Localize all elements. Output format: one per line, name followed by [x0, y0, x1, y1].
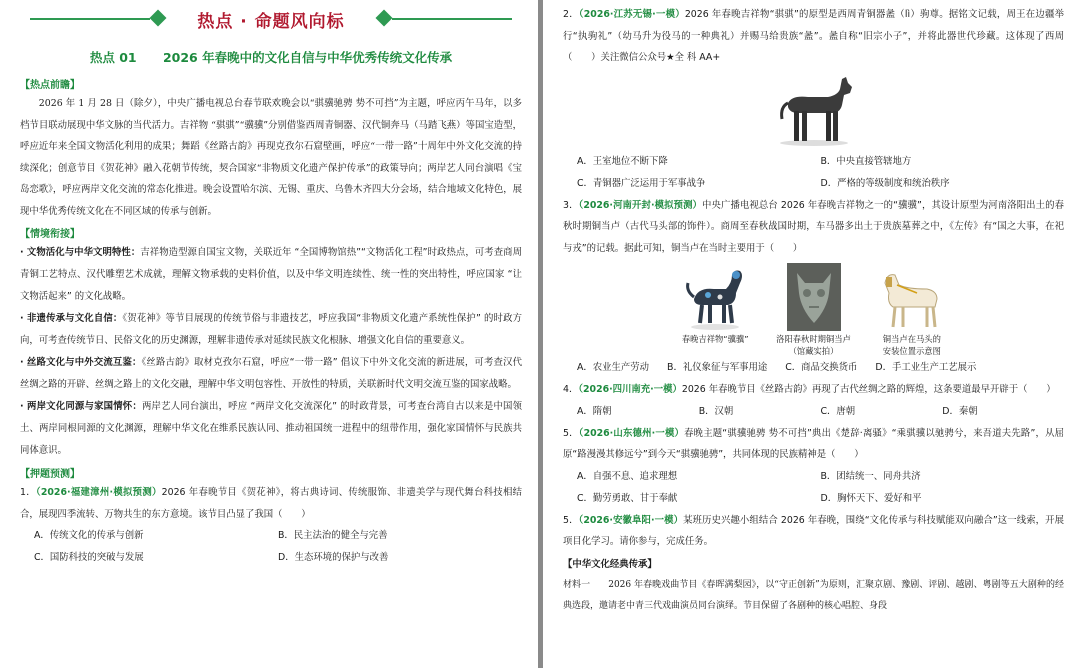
- figure-mascot: [680, 263, 750, 357]
- question-number: 2．: [563, 9, 579, 20]
- option-b[interactable]: B．汉朝: [698, 405, 734, 417]
- option-b[interactable]: B．礼仪象征与军事用途: [667, 362, 768, 373]
- option-a[interactable]: A．传统文化的传承与创新: [34, 530, 144, 541]
- option-c[interactable]: C．商品交换货币: [785, 362, 858, 373]
- right-page: [543, 0, 1080, 668]
- option-b[interactable]: B．民主法治的健全与完善: [278, 530, 388, 541]
- option-a[interactable]: A．自强不息、追求理想: [577, 470, 678, 482]
- topic-number: 热点 01: [89, 50, 137, 65]
- question-number: 5．: [563, 514, 579, 526]
- question-5a: [563, 423, 1064, 466]
- option-a[interactable]: A．隋朝: [577, 405, 612, 417]
- question-3: [563, 195, 1064, 260]
- bullet-item: [20, 396, 522, 462]
- question-source: （2026·江苏无锡·一模）: [578, 9, 685, 20]
- question-1-options: [20, 525, 522, 569]
- section-heading: 【热点前瞻】: [20, 80, 80, 91]
- question-source: （2026·福建漳州·模拟预测）: [35, 487, 162, 498]
- horse-diagram-icon: [877, 263, 947, 331]
- option-d[interactable]: D．严格的等级制度和统治秩序: [820, 177, 950, 189]
- bronze-horse-figure: [563, 73, 1064, 147]
- bullet-body: 吉祥物造型源自国宝文物，关联近年 “全国博物馆热”“文物活化工程”时政热点，可考查商周青铜工艺特点、汉代雕塑艺术成就，理解文物承载的史料价值，以及中华文明连续性、统一性的突出特性，呼应国家 “让文物活起来” 的文化战略。: [20, 247, 522, 302]
- question-text: 春晚主题“骐骥驰骋 势不可挡”典出《楚辞·离骚》“乘骐骥以驰骋兮，来吾道夫先路”，从屈原“路漫漫其修远兮”到今天“骐骥驰骋”，共同体现的民族精神是（ ）: [563, 427, 1065, 460]
- bullet-body: 《丝路古韵》取材克孜尔石窟，呼应“一带一路” 倡议下中外文化交流的新进展，可考查汉代丝绸之路的开辟、丝绸之路上的文化交融，理解中华文明包容性、开放性的特质，关联新时代文明交流互鉴的国家战略。: [20, 357, 522, 390]
- question-text: 2026 年春晚节目《丝路古韵》再现了古代丝绸之路的辉煌，这条要道最早开辟于（ ）: [681, 384, 1056, 395]
- bullet-item: [20, 352, 522, 396]
- option-c[interactable]: C．勤劳勇敢、甘于奉献: [577, 492, 678, 504]
- bronze-plaque-icon: [787, 263, 841, 331]
- question-1: [20, 482, 522, 525]
- bullet-item: [20, 308, 522, 352]
- topic-title: 2026 年春晚中的文化自信与中华优秀传统文化传承: [162, 50, 453, 65]
- question-source: （2026·山东德州·一模）: [578, 427, 685, 439]
- question-3-options: [563, 357, 1064, 379]
- option-d[interactable]: D．手工业生产工艺展示: [875, 362, 977, 373]
- figure-caption: 春晚吉祥物“骥骥”: [681, 334, 749, 344]
- banner-line-left: [30, 18, 150, 20]
- question-text: 中央广播电视总台 2026 年春晚吉祥物之一的“骥骥”，其设计原型为河南洛阳出土的春秋时期铜当卢（古代马头部的饰件）。商周至春秋战国时期，车马器多出土于贵族墓葬之中，《左传》有“国之大事，在祀与戎”的记载。据此可知，铜当卢在当时主要用于（ ）: [563, 199, 1064, 254]
- bullet-head: · 文物活化与中华文明特性：: [20, 247, 141, 258]
- question-2: [563, 4, 1064, 69]
- option-b[interactable]: B．中央直接管辖地方: [820, 155, 912, 167]
- option-d[interactable]: D．秦朝: [942, 405, 978, 417]
- bullet-list: [20, 242, 522, 462]
- subsection-title: 【中华文化经典传承】: [563, 558, 657, 570]
- bullet-head: · 非遗传承与文化自信：: [20, 313, 123, 324]
- option-d[interactable]: D．胸怀天下、爱好和平: [820, 492, 922, 504]
- bullet-item: [20, 242, 522, 308]
- option-a[interactable]: A．农业生产劳动: [577, 362, 650, 373]
- question-number: 4．: [563, 384, 579, 395]
- option-b[interactable]: B．团结统一、同舟共济: [820, 470, 921, 482]
- figure-installation: [877, 263, 947, 357]
- intro-paragraph: 2026 年 1 月 28 日（除夕），中央广播电视总台春节联欢晚会以“骐骥驰骋 势不可挡”为主题，呼应丙午马年，以多档节目联动展现中华文脉的当代活力。吉祥物 “骐骐”“骥骥”分别借鉴西周青铜器、汉代铜奔马（马踏飞燕）等国宝造型，呼应近年来全国文物活化利用的成果；舞蹈《丝路古韵》再现克孜尔石窟壁画，呼应“一带一路”十周年中外文化交流的持续深化；创意节目《贺花神》融入花朝节传统，契合国家“非物质文化遗产保护传承”的政策导向；两岸艺人同台演唱《宝岛恋歌》，呼应两岸文化交流的常态化推进。晚会设置哈尔滨、无锡、重庆、乌鲁木齐四大分会场，结合地域文化特色，展现中华优秀传统文化在不同区域的传承与创新。: [20, 98, 522, 217]
- banner-line-right: [392, 18, 512, 20]
- question-5b: [563, 510, 1064, 553]
- section-banner: [20, 6, 522, 32]
- question-number: 5．: [563, 427, 579, 439]
- question-number: 1．: [20, 487, 36, 498]
- section-heading: 【押题预测】: [20, 469, 80, 480]
- question-4-options: [563, 401, 1064, 423]
- question-3-figures: [563, 263, 1064, 357]
- section-heading: 【情境衔接】: [20, 229, 80, 240]
- bullet-head: · 丝路文化与中外交流互鉴：: [20, 357, 142, 368]
- diamond-icon: [150, 10, 167, 27]
- banner-title: 热点 · 命题风向标: [197, 11, 345, 32]
- left-page: [0, 0, 538, 668]
- question-source: （2026·安徽阜阳·一模）: [578, 514, 684, 526]
- option-c[interactable]: C．唐朝: [820, 405, 856, 417]
- figure-caption: 铜当卢在马头的 安装位置示意图: [882, 334, 941, 356]
- option-c[interactable]: C．青铜器广泛运用于军事战争: [577, 177, 706, 189]
- diamond-icon: [376, 10, 393, 27]
- question-source: （2026·四川南充·一模）: [578, 384, 682, 395]
- question-text: 2026 年春晚吉祥物“骐骐”的原型是西周青铜器盠（lì）驹尊。据铭文记载，周王在边疆举行“执驹礼”（幼马升为役马的一种典礼）并赐马给贵族“盠”。盠自称“旧宗小子”，并将此器世代珍藏。这体现了西周（ ）关注微信公众号★全 科 AA+: [563, 9, 1065, 63]
- option-d[interactable]: D．生态环境的保护与改善: [278, 552, 389, 563]
- bullet-body: 《贺花神》等节目展现的传统节俗与非遗技艺，呼应我国“非物质文化遗产系统性保护” 的时政方向，可考查传统节日、民俗文化的历史渊源，理解非遗传承对延续民族文化根脉、增强文化自信的重要意义。: [20, 313, 522, 346]
- topic-heading: [20, 48, 522, 66]
- bullet-body: 两岸艺人同台演出，呼应 “两岸文化交流深化” 的时政背景，可考查台湾自古以来是中国领土、两岸同根同源的文化渊源，理解中华文化在维系民族认同、推动祖国统一进程中的纽带作用，强化家国情怀与民族共同体意识。: [20, 401, 522, 456]
- question-number: 3．: [563, 199, 579, 211]
- question-5a-options: [563, 466, 1064, 510]
- bronze-horse-icon: [768, 73, 860, 147]
- mascot-icon: [680, 263, 750, 331]
- option-a[interactable]: A．王室地位不断下降: [577, 155, 668, 167]
- question-4: [563, 379, 1064, 401]
- bullet-head: · 两岸文化同源与家国情怀：: [20, 401, 142, 412]
- question-2-options: [563, 151, 1064, 195]
- material-text: 材料一 2026 年春晚戏曲节目《春晖满梨园》，以“守正创新”为原则，汇聚京剧、豫剧、评剧、越剧、粤剧等五大剧种的经典选段，邀请老中青三代戏曲演员同台演绎。节目保留了各剧种的核心唱腔、身段: [563, 579, 1064, 611]
- question-text: 某班历史兴趣小组结合 2026 年春晚，围绕“文化传承与科技赋能双向融合”这一线索，开展项目化学习。请你参与，完成任务。: [563, 514, 1064, 547]
- figure-danglu: [776, 263, 851, 357]
- question-text: 2026 年春晚节目《贺花神》，将古典诗词、传统服饰、非遗美学与现代舞台科技相结合，展现四季流转、万物共生的东方意境。该节目凸显了我国（ ）: [20, 487, 522, 520]
- figure-caption: 洛阳春秋时期铜当卢 （馆藏实拍）: [776, 334, 851, 356]
- option-c[interactable]: C．国防科技的突破与发展: [34, 552, 144, 563]
- question-source: （2026·河南开封·模拟预测）: [578, 199, 703, 211]
